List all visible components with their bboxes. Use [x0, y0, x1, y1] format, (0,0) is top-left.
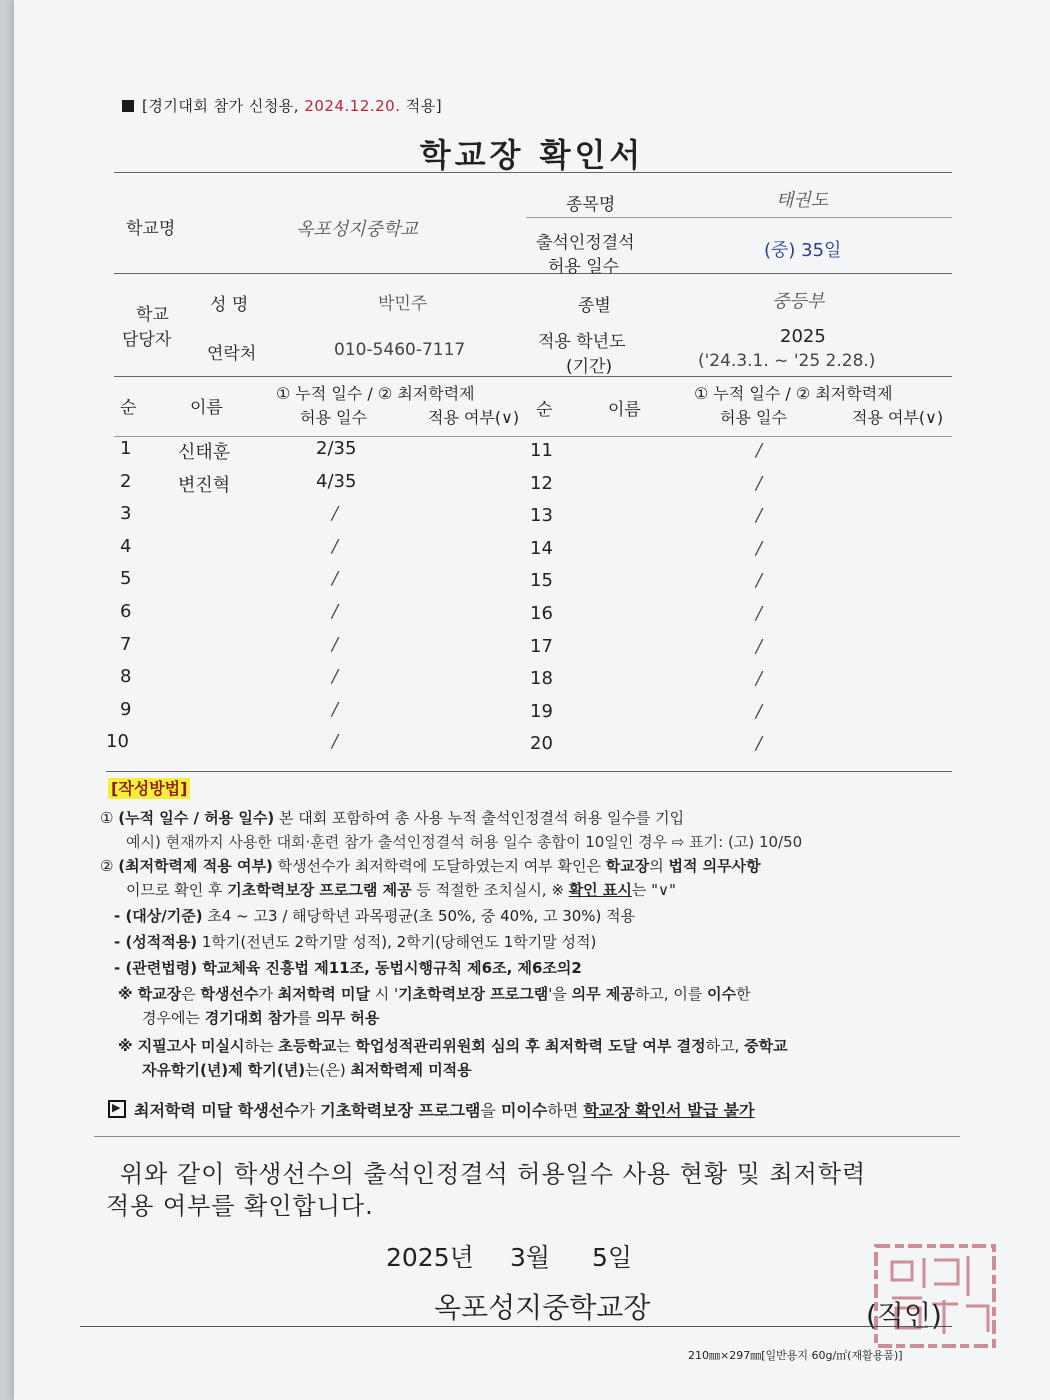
- name-value: 박민주: [378, 294, 428, 314]
- note-1-h: '을: [548, 985, 572, 1003]
- instruction-2-num: ②: [100, 857, 114, 875]
- row-number: 1: [120, 438, 132, 459]
- col-days-left-1: ① 누적 일수 / ② 최저학력제: [276, 384, 475, 403]
- row-number: 13: [530, 505, 553, 526]
- note-1-line2c: 를: [296, 1009, 317, 1027]
- instruction-2-line2: [126, 878, 676, 902]
- bullet-law-bold: - (관련법령): [114, 959, 198, 977]
- note-2-e: 학업성적관리위원회 심의 후 최저학력 도달 여부 결정: [355, 1037, 706, 1055]
- row-number: 14: [530, 538, 553, 559]
- event-label: 종목명: [566, 195, 616, 215]
- row-days: 2/35: [316, 438, 357, 459]
- note-1-e: 최저학력 미달: [277, 985, 370, 1003]
- row-days: /: [756, 636, 763, 657]
- col-name-left: 이름: [190, 398, 223, 418]
- manager-label-2: 담당자: [122, 330, 172, 350]
- event-value: 태권도: [776, 190, 829, 211]
- school-name-label: 학교명: [126, 219, 176, 239]
- row-student-name: 신태훈: [178, 442, 231, 463]
- row-days: /: [756, 668, 763, 689]
- note-2-line2: [142, 1058, 472, 1082]
- header-note: [122, 95, 442, 116]
- row-number: 15: [530, 570, 553, 591]
- bullet-grades-text: 1학기(전년도 2학기말 성적), 2학기(당해연도 1학기말 성적): [197, 933, 597, 951]
- bullet-grades-bold: - (성적적용): [114, 933, 198, 951]
- note-2-a: ※ 지필고사 미실시: [118, 1037, 245, 1055]
- row-number: 12: [530, 473, 553, 494]
- instruction-1-num: ①: [100, 809, 114, 827]
- instruction-1-text: 본 대회 포함하여 총 사용 누적 출석인정결석 허용 일수를 기입: [274, 809, 685, 827]
- row-number: 20: [530, 733, 553, 754]
- bullet-law-text: 학교체육 진흥법 제11조, 동법시행규칙 제6조, 제6조의2: [197, 959, 582, 977]
- signer-name: 옥포성지중학교장: [434, 1291, 651, 1324]
- note-1-b: 은: [181, 985, 201, 1003]
- allow-days-value: (중) 35일: [764, 240, 842, 261]
- final-d: 을: [480, 1101, 501, 1120]
- note-1-c: 학생선수: [200, 985, 259, 1003]
- name-label: 성 명: [210, 295, 249, 315]
- row-days: /: [756, 733, 763, 754]
- row-days: /: [756, 538, 763, 559]
- footer-divider: [80, 1326, 952, 1327]
- row-days: /: [332, 634, 339, 655]
- divider: [94, 1136, 960, 1137]
- divider: [114, 376, 952, 377]
- bullet-target-bold: - (대상/기준): [114, 907, 203, 925]
- note-2-line2c: 최저학력제 미적용: [350, 1061, 472, 1079]
- row-days: /: [332, 731, 339, 752]
- row-student-name: 변진혁: [178, 475, 231, 496]
- instruction-2-line2a: 이므로 확인 후: [126, 881, 228, 899]
- row-days: /: [756, 570, 763, 591]
- instruction-1: [100, 806, 684, 830]
- col-apply-left-2: 적용 여부(∨): [428, 408, 520, 427]
- instruction-2-bold3: 법적 의무사항: [668, 857, 761, 875]
- header-note-prefix: [경기대회 참가 신청용,: [142, 97, 305, 115]
- final-f: 하면: [547, 1101, 584, 1120]
- allow-days-label-2: 허용 일수: [548, 257, 620, 277]
- row-number: 8: [120, 666, 132, 687]
- row-number: 16: [530, 603, 553, 624]
- row-days: /: [756, 473, 763, 494]
- bullet-grades: [114, 930, 596, 954]
- instruction-2-line2b: 기초학력보장 프로그램 제공: [227, 881, 412, 899]
- category-label: 종별: [578, 296, 611, 316]
- final-b: 가: [299, 1101, 321, 1120]
- col-days-right-1: ① 누적 일수 / ② 최저학력제: [694, 384, 893, 403]
- instruction-2-text2: 의: [649, 857, 669, 875]
- document-page: [14, 0, 1050, 1400]
- allow-days-label-1: 출석인정결석: [536, 233, 635, 253]
- seal-label: (직인): [866, 1299, 942, 1332]
- category-value: 중등부: [772, 291, 825, 312]
- row-days: /: [332, 601, 339, 622]
- note-2-f: 하고,: [705, 1037, 745, 1055]
- note-2-d: 는: [336, 1037, 356, 1055]
- note-1-g: 기초학력보장 프로그램: [398, 985, 549, 1003]
- note-1-line2: [142, 1006, 379, 1030]
- row-number: 11: [530, 440, 553, 461]
- final-e: 미이수: [500, 1101, 548, 1120]
- instruction-2-line2c: 등 적절한 조치실시, ※: [411, 881, 569, 899]
- row-days: /: [756, 505, 763, 526]
- date-year: 2025년: [386, 1243, 474, 1272]
- col-no-left: 순: [120, 398, 137, 418]
- divider: [526, 217, 952, 218]
- header-note-suffix: 적용]: [400, 97, 443, 115]
- row-number: 2: [120, 471, 132, 492]
- row-days: /: [332, 536, 339, 557]
- note-1-d: 가: [258, 985, 278, 1003]
- contact-label: 연락처: [207, 344, 257, 364]
- row-number: 7: [120, 634, 132, 655]
- year-label-1: 적용 학년도: [538, 332, 626, 352]
- note-1-i: 의무 제공: [571, 985, 635, 1003]
- divider: [114, 436, 952, 437]
- row-number: 18: [530, 668, 553, 689]
- document-title: 학교장 확인서: [419, 136, 645, 174]
- row-number: 10: [106, 731, 129, 752]
- bullet-target: [114, 904, 635, 928]
- contact-value: 010-5460-7117: [334, 340, 466, 360]
- final-a: 최저학력 미달 학생선수: [134, 1101, 300, 1120]
- note-1-l: 한: [736, 985, 751, 1003]
- instruction-2-text: 학생선수가 최저학력에 도달하였는지 여부 확인은: [272, 857, 606, 875]
- note-1-f: 시 ': [369, 985, 399, 1003]
- square-bullet-icon: [122, 100, 134, 112]
- row-number: 19: [530, 701, 553, 722]
- col-days-left-2: 허용 일수: [300, 408, 367, 427]
- note-1-line2d: 의무 허용: [316, 1009, 380, 1027]
- final-warning: [108, 1098, 755, 1121]
- year-value: 2025: [780, 326, 826, 347]
- note-2-c: 초등학교: [278, 1037, 337, 1055]
- bullet-target-text: 초4 ~ 고3 / 해당학년 과목평균(초 50%, 중 40%, 고 30%) 적용: [202, 907, 636, 925]
- row-days: /: [756, 440, 763, 461]
- note-2-b: 하는: [244, 1037, 279, 1055]
- col-no-right: 순: [536, 400, 553, 420]
- date-month: 3월: [510, 1243, 551, 1272]
- note-2: [118, 1034, 788, 1058]
- instructions-heading: [108, 776, 190, 799]
- instruction-1-bold: (누적 일수 / 허용 일수): [118, 809, 275, 827]
- school-name-value: 옥포성지중학교: [296, 219, 418, 240]
- row-number: 3: [120, 503, 132, 524]
- row-number: 4: [120, 536, 132, 557]
- table-bottom-border: [106, 771, 952, 772]
- note-1-line2a: 경우에는: [142, 1009, 205, 1027]
- year-label-2: (기간): [566, 357, 613, 377]
- row-number: 6: [120, 601, 132, 622]
- confirm-line-1: 위와 같이 학생선수의 출석인정결석 허용일수 사용 현황 및 최저학력: [120, 1160, 867, 1188]
- row-number: 9: [120, 699, 132, 720]
- row-number: 17: [530, 636, 553, 657]
- period-value: ('24.3.1. ~ '25 2.28.): [698, 351, 876, 371]
- note-2-g: 중학교: [744, 1037, 788, 1055]
- confirm-line-2: 적용 여부를 확인합니다.: [106, 1192, 374, 1220]
- boxed-arrow-icon: ▶: [108, 1100, 126, 1118]
- note-2-line2b: 는(은): [305, 1061, 351, 1079]
- col-apply-right-2: 적용 여부(∨): [852, 408, 944, 427]
- row-days: /: [332, 568, 339, 589]
- instruction-1-example: 예시) 현재까지 사용한 대회·훈련 참가 출석인정결석 허용 일수 총합이 10일인 경우 ⇨ 표기: (고) 10/50: [126, 833, 803, 851]
- note-2-line2a: 자유학기(년)제 학기(년): [142, 1061, 306, 1079]
- note-1-line2b: 경기대회 참가: [204, 1009, 297, 1027]
- note-1-k: 이수: [707, 985, 737, 1003]
- paper-spec-footer: 210㎜×297㎜[일반용지 60g/㎡(재활용품)]: [688, 1349, 903, 1362]
- note-1-a: ※ 학교장: [118, 985, 182, 1003]
- divider: [114, 273, 952, 274]
- note-1-j: 하고, 이를: [634, 985, 708, 1003]
- instructions-heading-text: [작성방법]: [108, 778, 190, 799]
- instruction-2-bold: (최저학력제 적용 여부): [118, 857, 273, 875]
- instruction-2-line2d: 확인 표시: [568, 881, 632, 899]
- row-days: /: [332, 503, 339, 524]
- instruction-2: [100, 854, 761, 878]
- col-days-right-2: 허용 일수: [720, 408, 787, 427]
- instruction-2-bold2: 학교장: [605, 857, 650, 875]
- date-day: 5일: [592, 1243, 633, 1272]
- table-top-border: [114, 172, 952, 173]
- note-1: [118, 982, 751, 1006]
- col-name-right: 이름: [608, 400, 641, 420]
- final-c: 기초학력보장 프로그램: [320, 1101, 481, 1120]
- bullet-law: [114, 956, 582, 980]
- header-note-date: 2024.12.20.: [304, 97, 401, 115]
- final-g: 학교장 확인서 발급 불가: [583, 1101, 755, 1120]
- row-days: /: [756, 603, 763, 624]
- row-days: /: [756, 701, 763, 722]
- manager-label-1: 학교: [136, 305, 169, 325]
- instruction-2-line2e: 는 "∨": [631, 881, 676, 899]
- row-number: 5: [120, 568, 132, 589]
- row-days: /: [332, 666, 339, 687]
- row-days: 4/35: [316, 471, 357, 492]
- row-days: /: [332, 699, 339, 720]
